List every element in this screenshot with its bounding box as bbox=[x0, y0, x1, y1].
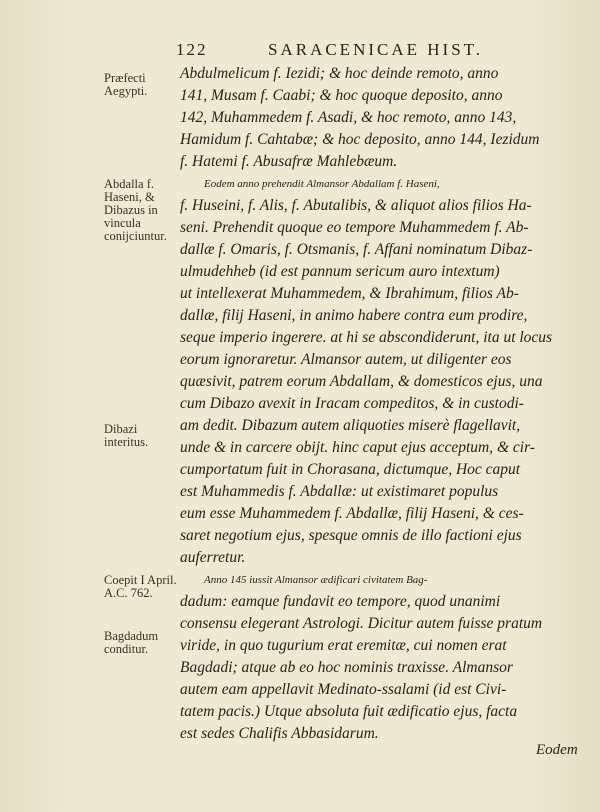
margin-note-praefecti: Præfecti Aegypti. bbox=[104, 71, 148, 98]
text-line: autem eam appellavit Medinato-ssalami (id est Civi- bbox=[180, 681, 507, 698]
text-line: viride, in quo tugurium erat eremitæ, cui nomen erat bbox=[180, 637, 507, 654]
text-line: cumportatum fuit in Chorasana, dictumque, Hoc caput bbox=[180, 461, 521, 478]
text-line: ulmudehheb (id est pannum sericum auro intextum) bbox=[180, 263, 500, 280]
catchword: Eodem bbox=[536, 742, 578, 758]
page-header bbox=[176, 40, 576, 62]
text-line: quæsivit, patrem eorum Abdallam, & domesticos ejus, una bbox=[180, 373, 543, 390]
text-line: consensu elegerant Astrologi. Dicitur autem fuisse pratum bbox=[180, 615, 543, 632]
text-line: dallæ, filij Haseni, in animo habere contra eum prodire, bbox=[180, 307, 528, 324]
margin-note-bagdadum: Bagdadum conditur. bbox=[104, 629, 159, 656]
text-line: Hamidum f. Cahtabæ; & hoc deposito, anno 144, Iezidum bbox=[180, 131, 540, 148]
margin-note-abdalla: Abdalla f. Haseni, & Dibazus in vincula conijciuntur. bbox=[104, 177, 167, 243]
text-line: seni. Prehendit quoque eo tempore Muhammedem f. Ab- bbox=[180, 219, 529, 236]
text-line: dadum: eamque fundavit eo tempore, quod unanimi bbox=[180, 593, 501, 610]
margin-note-coepit: Coepit I April. A.C. 762. bbox=[104, 573, 177, 600]
text-line: 142, Muhammedem f. Asadi, & hoc remoto, anno 143, bbox=[180, 109, 517, 126]
text-line: Eodem anno prehendit Almansor Abdallam f. Haseni, bbox=[204, 178, 440, 190]
running-title: SARACENICAE HIST. bbox=[268, 40, 484, 59]
text-line: est Muhammedis f. Abdallæ: ut existimaret populus bbox=[180, 483, 499, 500]
text-line: f. Huseini, f. Alis, f. Abutalibis, & aliquot alios filios Ha- bbox=[180, 197, 532, 214]
text-line: eorum ignoraretur. Almansor autem, ut diligenter eos bbox=[180, 351, 512, 368]
text-line: Anno 145 iussit Almansor ædificari civitatem Bag- bbox=[204, 574, 428, 586]
text-line: Bagdadi; atque ab eo hoc nominis traxisse. Almansor bbox=[180, 659, 513, 676]
text-line: f. Hatemi f. Abusafræ Mahlebæum. bbox=[180, 153, 398, 170]
text-line: eum esse Muhammedem f. Abdallæ, filij Haseni, & ces- bbox=[180, 505, 524, 522]
text-line: 141, Musam f. Caabi; & hoc quoque deposito, anno bbox=[180, 87, 503, 104]
text-line: tatem pacis.) Utque absoluta fuit ædificatio ejus, facta bbox=[180, 703, 518, 720]
text-line: dallæ f. Omaris, f. Otsmanis, f. Affani nominatum Dibaz- bbox=[180, 241, 533, 258]
text-line: unde & in carcere obijt. hinc caput ejus acceptum, & cir- bbox=[180, 439, 535, 456]
text-line: est sedes Chalifis Abbasidarum. bbox=[180, 725, 379, 742]
text-line: Abdulmelicum f. Iezidi; & hoc deinde remoto, anno bbox=[180, 65, 499, 82]
text-line: ut intellexerat Muhammedem, & Ibrahimum, filios Ab- bbox=[180, 285, 519, 302]
text-line: am dedit. Dibazum autem aliquoties miserè flagellavit, bbox=[180, 417, 521, 434]
text-line: saret negotium ejus, spesque omnis de illo factioni ejus bbox=[180, 527, 522, 544]
text-line: auferretur. bbox=[180, 549, 246, 566]
text-line: cum Dibazo avexit in Iracam compeditos, & in custodi- bbox=[180, 395, 524, 412]
margin-note-dibazi: Dibazi interitus. bbox=[104, 422, 149, 449]
text-line: seque imperio ingerere. at hi se abscondiderunt, ita ut locus bbox=[180, 329, 553, 346]
page-number: 122 bbox=[176, 40, 208, 59]
